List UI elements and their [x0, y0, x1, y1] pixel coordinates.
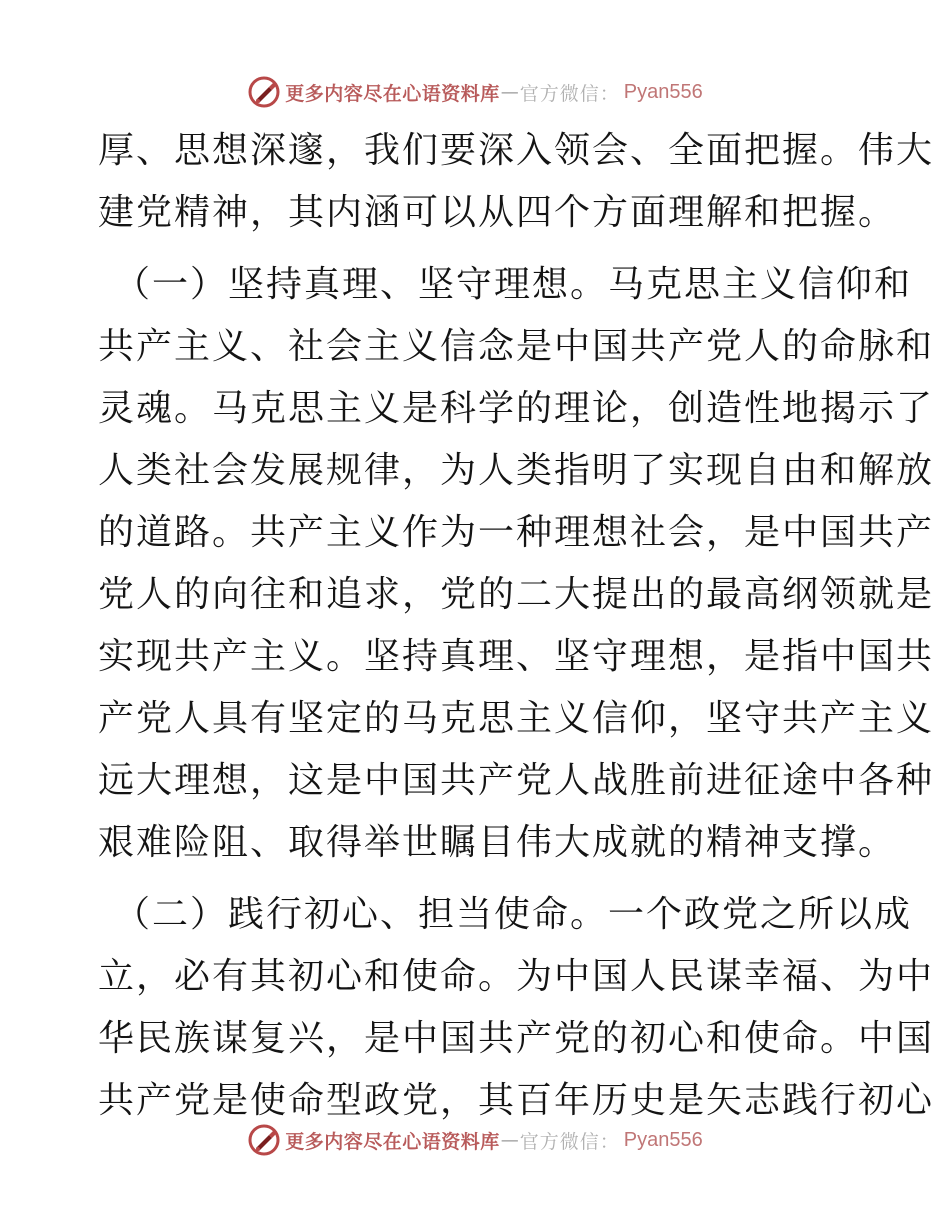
- text-line: 灵魂。马克思主义是科学的理论，创造性地揭示了: [98, 388, 935, 429]
- paragraph-3: [98, 884, 935, 1132]
- text-line: 华民族谋复兴，是中国共产党的初心和使命。中国: [98, 1018, 935, 1059]
- text-line: （二）践行初心、担当使命。一个政党之所以成: [114, 894, 913, 935]
- watermark-title: 更多内容尽在心语资料库: [285, 82, 500, 105]
- text-line: 党人的向往和追求，党的二大提出的最高纲领就是: [98, 574, 935, 615]
- watermark-dash: —: [500, 1129, 519, 1151]
- watermark-wechat-id: Pyan556: [623, 80, 703, 103]
- paragraph-1: [98, 120, 935, 244]
- text-line: 的道路。共产主义作为一种理想社会，是中国共产: [98, 512, 935, 553]
- text-line: 立，必有其初心和使命。为中国人民谋幸福、为中: [98, 956, 935, 997]
- text-line: 人类社会发展规律，为人类指明了实现自由和解放: [98, 450, 935, 491]
- text-line: 建党精神，其内涵可以从四个方面理解和把握。: [98, 192, 897, 233]
- text-line: 远大理想，这是中国共产党人战胜前进征途中各种: [98, 760, 935, 801]
- text-line: 共产主义、社会主义信念是中国共产党人的命脉和: [98, 326, 935, 367]
- footer-watermark: [0, 1120, 950, 1160]
- text-line: 厚、思想深邃，我们要深入领会、全面把握。伟大: [98, 130, 935, 171]
- paragraph-2: [98, 254, 935, 874]
- watermark-dash: —: [500, 81, 519, 103]
- pen-logo-icon: [247, 75, 281, 109]
- header-watermark: [0, 72, 950, 112]
- watermark-title: 更多内容尽在心语资料库: [285, 1130, 500, 1153]
- text-line: 艰难险阻、取得举世瞩目伟大成就的精神支撑。: [98, 822, 897, 863]
- text-line: 共产党是使命型政党，其百年历史是矢志践行初心: [98, 1080, 935, 1121]
- text-line: （一）坚持真理、坚守理想。马克思主义信仰和: [114, 264, 913, 305]
- watermark-wechat-label: 官方微信：: [519, 1130, 620, 1153]
- document-body: [98, 120, 935, 1132]
- text-line: 产党人具有坚定的马克思主义信仰，坚守共产主义: [98, 698, 935, 739]
- watermark-wechat-label: 官方微信：: [519, 82, 620, 105]
- text-line: 实现共产主义。坚持真理、坚守理想，是指中国共: [98, 636, 935, 677]
- watermark-wechat-id: Pyan556: [623, 1128, 703, 1151]
- pen-logo-icon: [247, 1123, 281, 1157]
